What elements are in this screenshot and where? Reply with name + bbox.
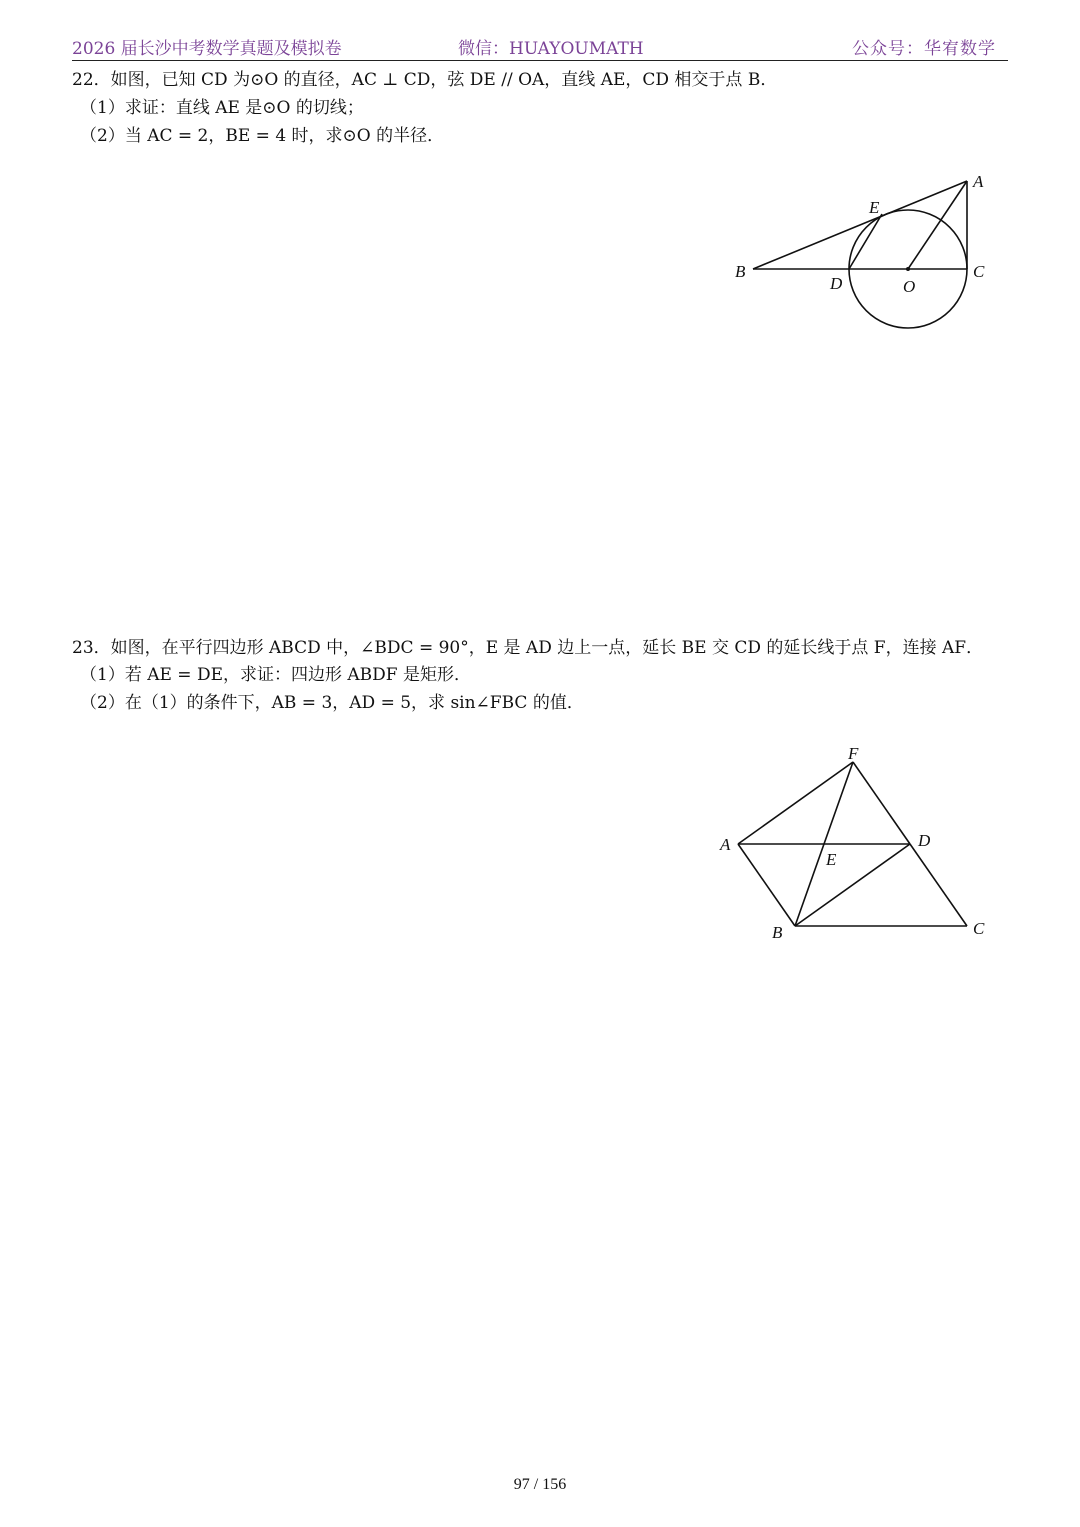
center-point-o — [906, 267, 910, 271]
q23-stem: 23．如图，在平行四边形 ABCD 中，∠BDC = 90°，E 是 AD 边上一点，延长 BE 交 CD 的延长线于点 F，连接 AF． — [72, 638, 984, 658]
label-e: E — [826, 850, 837, 869]
q23-part1: （1）若 AE = DE，求证：四边形 ABDF 是矩形． — [80, 665, 471, 685]
q22-part2: （2）当 AC = 2，BE = 4 时，求⊙O 的半径． — [80, 126, 445, 146]
segment-ba — [753, 181, 967, 269]
label-c: C — [973, 919, 985, 938]
segment-cd — [910, 844, 967, 926]
segment-bd — [795, 844, 910, 926]
label-o: O — [903, 277, 916, 296]
label-a: A — [720, 835, 731, 854]
header-title: 2026 届长沙中考数学真题及模拟卷 — [72, 39, 342, 59]
q22-part1: （1）求证：直线 AE 是⊙O 的切线； — [80, 98, 364, 118]
page-header — [72, 28, 1008, 61]
segment-af — [738, 762, 853, 844]
q22-stem: 22．如图，已知 CD 为⊙O 的直径，AC ⊥ CD，弦 DE // OA，直线 AE，CD 相交于点 B． — [72, 70, 778, 90]
label-b: B — [772, 923, 783, 942]
label-d: D — [830, 274, 843, 293]
segment-oa — [908, 181, 967, 269]
label-a: A — [973, 172, 984, 191]
label-b: B — [735, 262, 746, 281]
label-c: C — [973, 262, 985, 281]
page-number: 97 / 156 — [513, 1476, 567, 1493]
segment-df — [853, 762, 910, 844]
label-f: F — [848, 744, 859, 763]
q22-figure — [720, 165, 1010, 340]
label-d: D — [918, 831, 931, 850]
label-e: E — [869, 198, 880, 217]
header-wechat: 微信：HUAYOUMATH — [458, 39, 644, 59]
header-account: 公众号：华宥数学 — [852, 39, 996, 59]
segment-ab — [738, 844, 795, 926]
q23-part2: （2）在（1）的条件下，AB = 3，AD = 5，求 sin∠FBC 的值． — [80, 693, 584, 713]
q23-figure — [710, 740, 1000, 950]
